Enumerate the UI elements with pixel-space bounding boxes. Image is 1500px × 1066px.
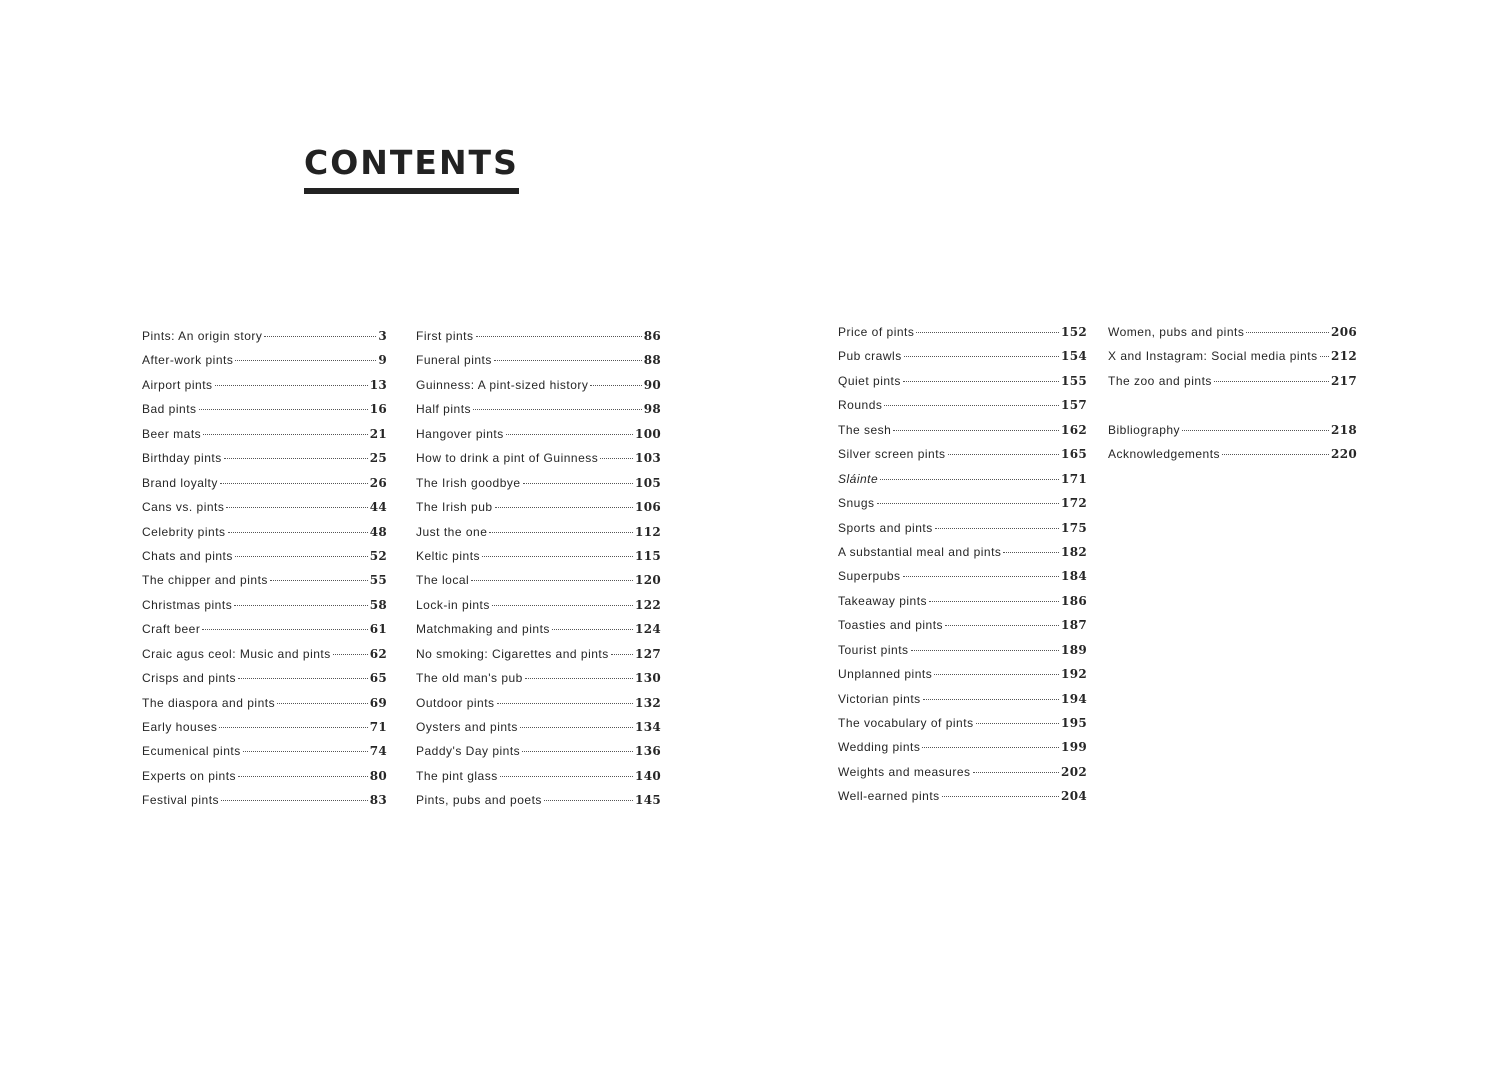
dot-leader bbox=[506, 434, 633, 435]
dot-leader bbox=[277, 703, 368, 704]
toc-entry[interactable] bbox=[416, 549, 661, 573]
toc-entry[interactable] bbox=[142, 525, 387, 549]
dot-leader bbox=[523, 483, 633, 484]
dot-leader bbox=[235, 556, 368, 557]
toc-entry-title: Chats and pints bbox=[142, 548, 233, 563]
dot-leader bbox=[238, 776, 368, 777]
toc-entry[interactable] bbox=[838, 692, 1087, 716]
dot-leader bbox=[934, 674, 1059, 675]
toc-entry-title: Outdoor pints bbox=[416, 695, 495, 710]
toc-entry[interactable] bbox=[142, 573, 387, 597]
toc-entry[interactable] bbox=[142, 353, 387, 377]
toc-entry-title: The Irish goodbye bbox=[416, 475, 521, 490]
toc-entry-title: Beer mats bbox=[142, 426, 202, 441]
toc-entry-page-number: 182 bbox=[1061, 544, 1087, 559]
toc-entry[interactable] bbox=[142, 329, 387, 353]
toc-entry-page-number: 124 bbox=[635, 622, 661, 637]
dot-leader bbox=[976, 723, 1059, 724]
toc-entry-page-number: 140 bbox=[635, 768, 661, 783]
toc-entry-page-number: 13 bbox=[369, 377, 387, 392]
toc-entry-title: Sláinte bbox=[838, 471, 879, 486]
toc-entry[interactable] bbox=[142, 769, 387, 793]
toc-entry[interactable] bbox=[1108, 349, 1357, 373]
toc-entry-title: Craic agus ceol: Music and pints bbox=[142, 646, 331, 661]
toc-entry-title: Toasties and pints bbox=[838, 618, 944, 633]
toc-column-4 bbox=[1108, 325, 1357, 472]
dot-leader bbox=[243, 751, 368, 752]
dot-leader bbox=[473, 409, 642, 410]
toc-entry-page-number: 62 bbox=[369, 646, 387, 661]
dot-leader bbox=[264, 336, 376, 337]
dot-leader bbox=[270, 580, 368, 581]
toc-entry-page-number: 194 bbox=[1061, 691, 1087, 706]
dot-leader bbox=[611, 654, 633, 655]
toc-entry[interactable] bbox=[142, 598, 387, 622]
toc-entry-title: Sports and pints bbox=[838, 520, 933, 535]
toc-entry-page-number: 130 bbox=[635, 671, 661, 686]
toc-entry-title: Superpubs bbox=[838, 569, 901, 584]
toc-entry-page-number: 90 bbox=[643, 377, 661, 392]
toc-entry[interactable] bbox=[838, 643, 1087, 667]
toc-entry[interactable] bbox=[416, 329, 661, 353]
toc-entry[interactable] bbox=[1108, 447, 1357, 471]
toc-entry-page-number: 9 bbox=[378, 353, 387, 368]
toc-entry-page-number: 86 bbox=[643, 329, 661, 343]
toc-entry[interactable] bbox=[838, 569, 1087, 593]
toc-entry[interactable] bbox=[1108, 374, 1357, 398]
toc-entry-title: Pints, pubs and poets bbox=[416, 793, 542, 808]
toc-entry[interactable] bbox=[142, 451, 387, 475]
section-spacer bbox=[1108, 398, 1357, 422]
toc-entry-page-number: 187 bbox=[1061, 618, 1087, 633]
dot-leader bbox=[202, 629, 367, 630]
toc-entry-title: Acknowledgements bbox=[1108, 447, 1221, 462]
toc-entry[interactable] bbox=[838, 374, 1087, 398]
dot-leader bbox=[203, 434, 368, 435]
toc-entry-page-number: 26 bbox=[369, 475, 387, 490]
toc-entry[interactable] bbox=[142, 720, 387, 744]
toc-entry-page-number: 204 bbox=[1061, 789, 1087, 804]
dot-leader bbox=[226, 507, 367, 508]
toc-entry[interactable] bbox=[838, 789, 1087, 813]
dot-leader bbox=[199, 409, 368, 410]
toc-entry-page-number: 16 bbox=[369, 402, 387, 417]
toc-entry[interactable] bbox=[838, 765, 1087, 789]
toc-entry-title: Lock-in pints bbox=[416, 597, 490, 612]
dot-leader bbox=[945, 625, 1059, 626]
toc-entry-page-number: 157 bbox=[1061, 398, 1087, 413]
toc-entry-title: Craft beer bbox=[142, 622, 201, 637]
toc-entry-title: A substantial meal and pints bbox=[838, 544, 1002, 559]
toc-entry[interactable] bbox=[838, 447, 1087, 471]
toc-entry[interactable] bbox=[838, 423, 1087, 447]
toc-entry-title: The sesh bbox=[838, 422, 892, 437]
toc-entry[interactable] bbox=[838, 545, 1087, 569]
dot-leader bbox=[228, 532, 368, 533]
dot-leader bbox=[877, 503, 1060, 504]
dot-leader bbox=[929, 601, 1059, 602]
toc-entry-title: Pints: An origin story bbox=[142, 329, 263, 343]
toc-entry-title: No smoking: Cigarettes and pints bbox=[416, 646, 609, 661]
toc-entry-page-number: 220 bbox=[1331, 447, 1357, 462]
toc-entry-page-number: 172 bbox=[1061, 496, 1087, 511]
toc-entry-page-number: 145 bbox=[635, 793, 661, 808]
toc-entry-page-number: 120 bbox=[635, 573, 661, 588]
dot-leader bbox=[215, 385, 368, 386]
toc-entry[interactable] bbox=[416, 598, 661, 622]
toc-entry-page-number: 61 bbox=[369, 622, 387, 637]
toc-entry[interactable] bbox=[416, 427, 661, 451]
dot-leader bbox=[544, 800, 633, 801]
toc-entry-title: Women, pubs and pints bbox=[1108, 325, 1245, 339]
toc-entry-page-number: 21 bbox=[369, 426, 387, 441]
toc-entry-page-number: 206 bbox=[1331, 325, 1357, 339]
toc-entry[interactable] bbox=[838, 325, 1087, 349]
toc-entry-title: How to drink a pint of Guinness bbox=[416, 451, 599, 466]
toc-entry[interactable] bbox=[838, 740, 1087, 764]
dot-leader bbox=[522, 751, 633, 752]
dot-leader bbox=[1246, 332, 1329, 333]
dot-leader bbox=[884, 405, 1059, 406]
toc-entry[interactable] bbox=[416, 525, 661, 549]
dot-leader bbox=[476, 336, 642, 337]
toc-entry[interactable] bbox=[838, 521, 1087, 545]
dot-leader bbox=[903, 381, 1059, 382]
toc-entry-page-number: 132 bbox=[635, 695, 661, 710]
dot-leader bbox=[482, 556, 633, 557]
toc-entry-page-number: 165 bbox=[1061, 447, 1087, 462]
toc-entry-page-number: 100 bbox=[635, 426, 661, 441]
toc-entry[interactable] bbox=[142, 671, 387, 695]
dot-leader bbox=[497, 703, 634, 704]
toc-entry[interactable] bbox=[142, 427, 387, 451]
toc-entry-page-number: 112 bbox=[635, 524, 661, 539]
toc-entry[interactable] bbox=[416, 769, 661, 793]
toc-entry-title: Matchmaking and pints bbox=[416, 622, 550, 637]
toc-entry-title: The diaspora and pints bbox=[142, 695, 276, 710]
toc-entry[interactable] bbox=[142, 622, 387, 646]
toc-entry-title: Oysters and pints bbox=[416, 720, 518, 734]
dot-leader bbox=[1003, 552, 1059, 553]
toc-entry-page-number: 48 bbox=[369, 524, 387, 539]
toc-entry-title: Silver screen pints bbox=[838, 447, 946, 462]
toc-entry[interactable] bbox=[838, 618, 1087, 642]
toc-entry-title: Airport pints bbox=[142, 377, 213, 392]
toc-entry-title: Ecumenical pints bbox=[142, 744, 241, 759]
toc-entry-page-number: 152 bbox=[1061, 325, 1087, 339]
toc-entry-title: The Irish pub bbox=[416, 500, 493, 515]
toc-entry[interactable] bbox=[142, 402, 387, 426]
toc-entry-title: Early houses bbox=[142, 720, 218, 734]
toc-entry[interactable] bbox=[416, 378, 661, 402]
dot-leader bbox=[904, 356, 1059, 357]
toc-entry-title: The zoo and pints bbox=[1108, 373, 1212, 388]
dot-leader bbox=[1214, 381, 1329, 382]
dot-leader bbox=[973, 772, 1060, 773]
dot-leader bbox=[224, 458, 368, 459]
toc-entry-title: Crisps and pints bbox=[142, 671, 237, 686]
toc-entry-title: Paddy's Day pints bbox=[416, 744, 521, 759]
toc-entry[interactable] bbox=[838, 716, 1087, 740]
toc-entry[interactable] bbox=[416, 793, 661, 817]
toc-entry-title: Guinness: A pint-sized history bbox=[416, 377, 589, 392]
toc-entry-page-number: 199 bbox=[1061, 740, 1087, 755]
toc-entry-title: Pub crawls bbox=[838, 349, 902, 364]
toc-entry-page-number: 134 bbox=[635, 720, 661, 734]
toc-entry[interactable] bbox=[142, 744, 387, 768]
dot-leader bbox=[235, 360, 376, 361]
toc-entry-page-number: 127 bbox=[635, 646, 661, 661]
toc-entry[interactable] bbox=[416, 573, 661, 597]
toc-entry-page-number: 105 bbox=[635, 475, 661, 490]
toc-entry-page-number: 25 bbox=[369, 451, 387, 466]
toc-entry[interactable] bbox=[416, 622, 661, 646]
toc-entry-page-number: 192 bbox=[1061, 667, 1087, 682]
dot-leader bbox=[948, 454, 1060, 455]
toc-entry-page-number: 202 bbox=[1061, 764, 1087, 779]
toc-entry-title: Just the one bbox=[416, 524, 488, 539]
toc-column-2 bbox=[416, 329, 661, 818]
toc-entry-title: The old man's pub bbox=[416, 671, 523, 686]
toc-entry-title: Experts on pints bbox=[142, 768, 237, 783]
toc-entry-page-number: 136 bbox=[635, 744, 661, 759]
dot-leader bbox=[219, 727, 367, 728]
toc-entry[interactable] bbox=[142, 378, 387, 402]
toc-entry-page-number: 189 bbox=[1061, 642, 1087, 657]
dot-leader bbox=[234, 605, 368, 606]
dot-leader bbox=[520, 727, 633, 728]
toc-entry-page-number: 80 bbox=[369, 768, 387, 783]
dot-leader bbox=[221, 800, 368, 801]
dot-leader bbox=[238, 678, 368, 679]
toc-entry-page-number: 52 bbox=[369, 548, 387, 563]
toc-entry-page-number: 3 bbox=[378, 329, 387, 343]
dot-leader bbox=[500, 776, 633, 777]
toc-entry[interactable] bbox=[838, 349, 1087, 373]
toc-entry-page-number: 55 bbox=[369, 573, 387, 588]
toc-entry-page-number: 103 bbox=[635, 451, 661, 466]
dot-leader bbox=[1182, 430, 1329, 431]
toc-entry[interactable] bbox=[416, 500, 661, 524]
dot-leader bbox=[923, 699, 1059, 700]
toc-entry-page-number: 171 bbox=[1061, 471, 1087, 486]
toc-column-1 bbox=[142, 329, 387, 818]
toc-entry[interactable] bbox=[1108, 423, 1357, 447]
toc-entry-title: Hangover pints bbox=[416, 426, 504, 441]
toc-entry[interactable] bbox=[838, 594, 1087, 618]
toc-entry-title: Birthday pints bbox=[142, 451, 222, 466]
toc-entry-page-number: 115 bbox=[635, 548, 661, 563]
toc-entry-page-number: 217 bbox=[1331, 373, 1357, 388]
dot-leader bbox=[911, 650, 1060, 651]
dot-leader bbox=[893, 430, 1059, 431]
toc-entry[interactable] bbox=[838, 667, 1087, 691]
toc-entry-page-number: 44 bbox=[369, 500, 387, 515]
toc-entry-title: Unplanned pints bbox=[838, 667, 933, 682]
dot-leader bbox=[1320, 356, 1329, 357]
toc-entry[interactable] bbox=[416, 720, 661, 744]
dot-leader bbox=[492, 605, 633, 606]
dot-leader bbox=[525, 678, 633, 679]
toc-entry-title: Weights and measures bbox=[838, 764, 971, 779]
page-title: CONTENTS bbox=[304, 140, 519, 194]
toc-entry-page-number: 98 bbox=[643, 402, 661, 417]
toc-entry[interactable] bbox=[416, 402, 661, 426]
toc-entry-page-number: 65 bbox=[369, 671, 387, 686]
dot-leader bbox=[552, 629, 633, 630]
toc-entry[interactable] bbox=[416, 476, 661, 500]
toc-entry-page-number: 88 bbox=[643, 353, 661, 368]
toc-entry[interactable] bbox=[416, 451, 661, 475]
toc-column-3 bbox=[838, 325, 1087, 814]
toc-entry-title: Half pints bbox=[416, 402, 472, 417]
toc-entry-title: Bibliography bbox=[1108, 422, 1181, 437]
toc-entry-title: Funeral pints bbox=[416, 353, 492, 368]
toc-entry-title: Keltic pints bbox=[416, 548, 481, 563]
dot-leader bbox=[220, 483, 368, 484]
dot-leader bbox=[489, 532, 633, 533]
toc-entry[interactable] bbox=[142, 476, 387, 500]
toc-entry-title: Rounds bbox=[838, 398, 883, 413]
toc-entry-page-number: 155 bbox=[1061, 373, 1087, 388]
toc-entry-page-number: 83 bbox=[369, 793, 387, 808]
toc-entry[interactable] bbox=[142, 647, 387, 671]
dot-leader bbox=[600, 458, 633, 459]
toc-entry-title: The vocabulary of pints bbox=[838, 716, 974, 730]
toc-entry-title: Cans vs. pints bbox=[142, 500, 225, 515]
toc-entry-page-number: 106 bbox=[635, 500, 661, 515]
toc-entry-page-number: 154 bbox=[1061, 349, 1087, 364]
toc-entry-title: Price of pints bbox=[838, 325, 915, 339]
toc-entry[interactable] bbox=[142, 793, 387, 817]
toc-entry-page-number: 212 bbox=[1331, 349, 1357, 364]
toc-entry-page-number: 122 bbox=[635, 597, 661, 612]
toc-entry-title: Victorian pints bbox=[838, 691, 921, 706]
toc-entry[interactable] bbox=[1108, 325, 1357, 349]
dot-leader bbox=[494, 360, 642, 361]
toc-entry-page-number: 218 bbox=[1331, 422, 1357, 437]
toc-entry-page-number: 175 bbox=[1061, 520, 1087, 535]
toc-entry[interactable] bbox=[142, 549, 387, 573]
toc-entry[interactable] bbox=[838, 472, 1087, 496]
toc-entry-page-number: 74 bbox=[369, 744, 387, 759]
toc-entry[interactable] bbox=[416, 647, 661, 671]
toc-entry[interactable] bbox=[416, 696, 661, 720]
toc-entry-title: After-work pints bbox=[142, 353, 234, 368]
toc-entry-title: Bad pints bbox=[142, 402, 197, 417]
toc-entry-title: The pint glass bbox=[416, 768, 498, 783]
dot-leader bbox=[880, 479, 1059, 480]
toc-entry[interactable] bbox=[142, 696, 387, 720]
dot-leader bbox=[471, 580, 633, 581]
toc-entry[interactable] bbox=[416, 671, 661, 695]
dot-leader bbox=[1222, 454, 1329, 455]
toc-entry-title: The chipper and pints bbox=[142, 573, 268, 588]
toc-entry-title: Brand loyalty bbox=[142, 475, 218, 490]
dot-leader bbox=[333, 654, 368, 655]
toc-entry-title: Celebrity pints bbox=[142, 524, 226, 539]
toc-entry-title: Quiet pints bbox=[838, 373, 901, 388]
toc-entry-title: The local bbox=[416, 573, 470, 588]
toc-entry-page-number: 162 bbox=[1061, 422, 1087, 437]
dot-leader bbox=[903, 576, 1060, 577]
dot-leader bbox=[942, 796, 1059, 797]
dot-leader bbox=[935, 528, 1059, 529]
dot-leader bbox=[590, 385, 641, 386]
toc-entry[interactable] bbox=[838, 496, 1087, 520]
toc-entry-title: Christmas pints bbox=[142, 597, 233, 612]
toc-entry[interactable] bbox=[416, 744, 661, 768]
toc-entry-title: Well-earned pints bbox=[838, 789, 940, 804]
toc-entry-page-number: 195 bbox=[1061, 716, 1087, 730]
dot-leader bbox=[916, 332, 1059, 333]
toc-entry-title: Wedding pints bbox=[838, 740, 921, 755]
toc-entry-title: Snugs bbox=[838, 496, 875, 511]
toc-entry-title: First pints bbox=[416, 329, 474, 343]
toc-entry[interactable] bbox=[142, 500, 387, 524]
toc-entry-page-number: 58 bbox=[369, 597, 387, 612]
toc-entry-title: Tourist pints bbox=[838, 642, 909, 657]
dot-leader bbox=[495, 507, 634, 508]
toc-entry-page-number: 186 bbox=[1061, 593, 1087, 608]
toc-entry-page-number: 71 bbox=[369, 720, 387, 734]
dot-leader bbox=[922, 747, 1059, 748]
toc-entry-title: X and Instagram: Social media pints bbox=[1108, 349, 1318, 364]
toc-entry-page-number: 69 bbox=[369, 695, 387, 710]
toc-entry[interactable] bbox=[838, 398, 1087, 422]
toc-entry-page-number: 184 bbox=[1061, 569, 1087, 584]
toc-entry-title: Takeaway pints bbox=[838, 593, 928, 608]
toc-entry[interactable] bbox=[416, 353, 661, 377]
toc-entry-title: Festival pints bbox=[142, 793, 220, 808]
